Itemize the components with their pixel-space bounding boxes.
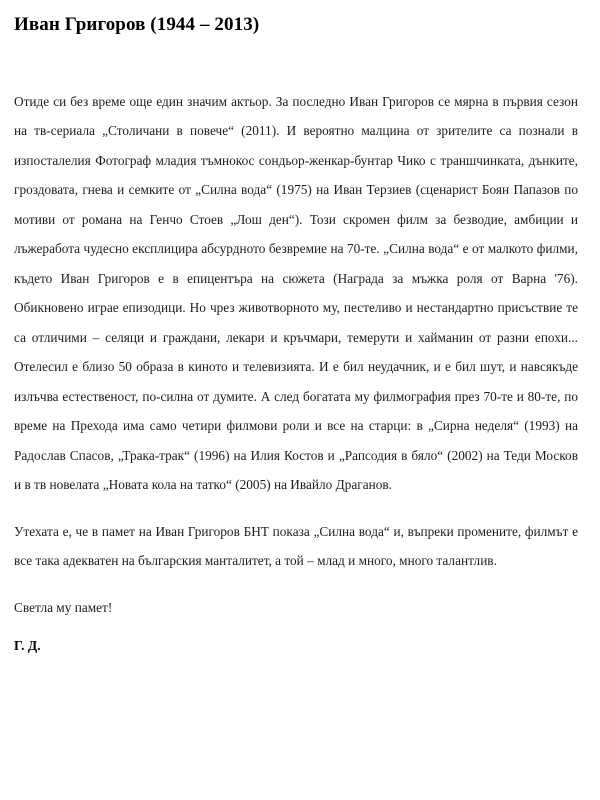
page-title: Иван Григоров (1944 – 2013) bbox=[14, 14, 260, 35]
author-signature: Г. Д. bbox=[14, 638, 41, 654]
body-paragraph-1: Отиде си без време още един значим актьор. За последно Иван Григоров се мярна в първия сезон на тв-сериала „Столичани в повече“ (2011). И вероятно малцина от зрителите са познали в изпосталелия Фотограф младия тъмнокос сондьор-женкар-бунтар Чико с траншчинката, дънките, гроздовата, гнева и семките от „Силна вода“ (1975) на Иван Терзиев (сценарист Боян Папазов по мотиви от романа на Генчо Стоев „Лош ден“). Този скромен филм за безводие, амбиции и лъжеработа чудесно експлицира абсурдното безвремие на 70-те. „Силна вода“ е от малкото филми, където Иван Григоров е в епицентъра на сюжета (Награда за мъжка роля от Варна '76). Обикновено играе епизодици. Но чрез животворното му, пестеливо и нестандартно присъствие те са отличими – селяци и граждани, лекари и кръчмари, темерути и хайманин от разни епохи... Отелесил е близо 50 образа в киното и телевизията. И е бил неудачник, и е бил шут, и навсякъде излъчва естественост, по-силна от думите. А след богатата му филмография през 70-те и 80-те, по време на Прехода има само четири филмови роли и все на старци: в „Сирна неделя“ (1993) на Радослав Спасов, „Трака-трак“ (1996) на Илия Костов и „Рапсодия в бяло“ (2002) на Теди Москов и в тв новелата „Новата кола на татко“ (2005) на Ивайло Драганов. bbox=[14, 93, 578, 493]
body-paragraph-2: Утехата е, че в памет на Иван Григоров БНТ показа „Силна вода“ и, въпреки промените, филмът е все така адекватен на българския манталитет, а той – млад и много, много талантлив. bbox=[14, 523, 578, 569]
paragraph-gap-1 bbox=[14, 500, 578, 517]
body-paragraph-3: Светла му памет! bbox=[14, 599, 113, 615]
title-body-spacer bbox=[14, 47, 578, 87]
paragraph-gap-2 bbox=[14, 576, 578, 593]
